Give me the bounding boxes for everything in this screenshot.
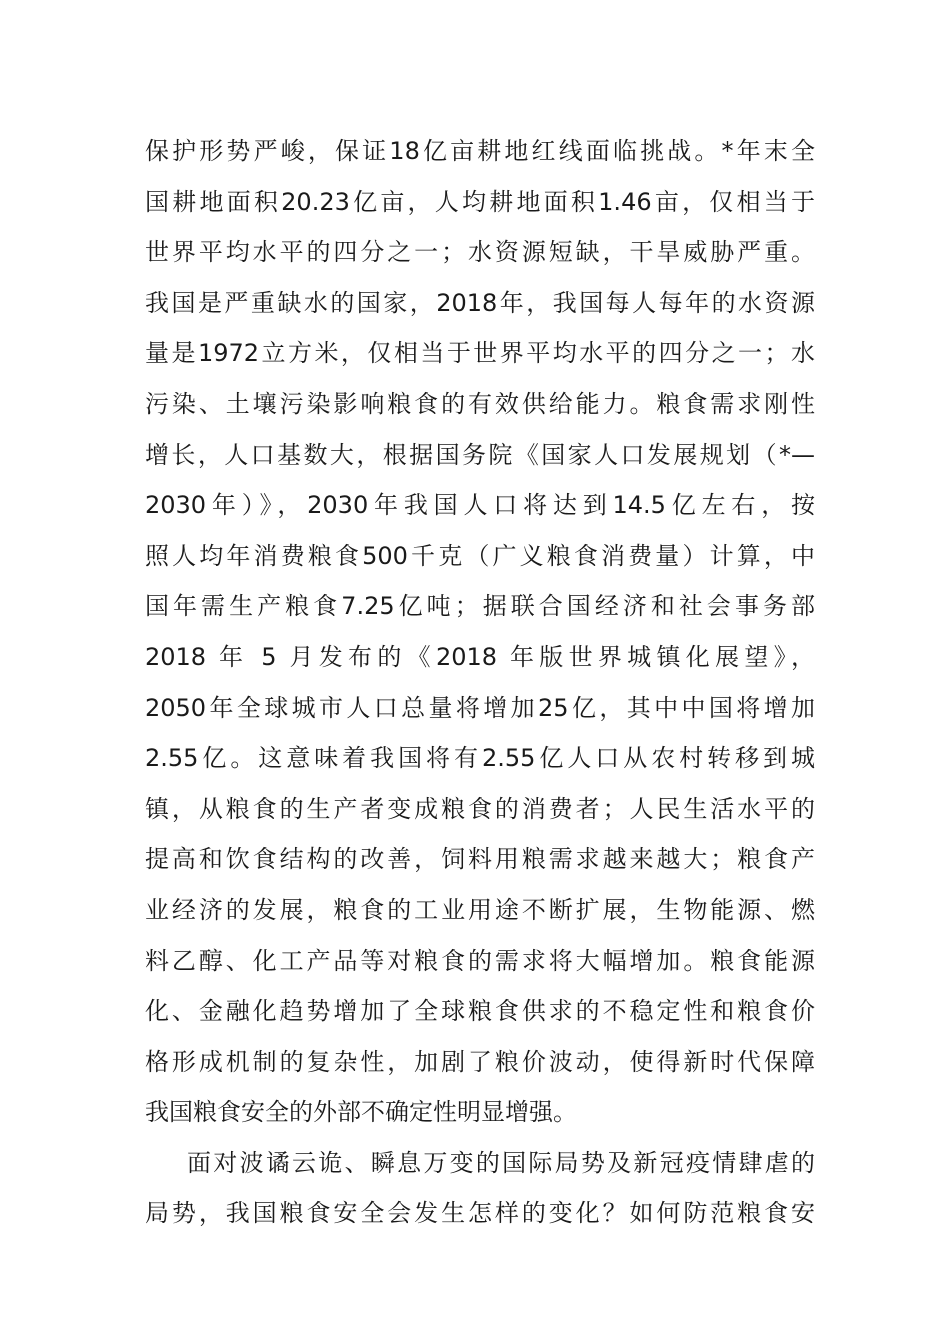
text-line: 照人均年消费粮食500千克（广义粮食消费量）计算，中 xyxy=(145,541,815,570)
text-line: 我国是严重缺水的国家，2018年，我国每人每年的水资源 xyxy=(145,288,815,317)
text-line: 提高和饮食结构的改善，饲料用粮需求越来越大；粮食产 xyxy=(145,845,815,874)
body-text xyxy=(145,126,815,1239)
text-line: 格形成机制的复杂性，加剧了粮价波动，使得新时代保障 xyxy=(145,1047,815,1076)
paragraph-start-line: 面对波谲云诡、瞬息万变的国际局势及新冠疫情肆虐的 xyxy=(187,1148,815,1177)
text-line: 2050年全球城市人口总量将增加25亿，其中中国将增加 xyxy=(145,693,815,722)
text-line: 量是1972立方米，仅相当于世界平均水平的四分之一；水 xyxy=(145,339,815,368)
text-line: 料乙醇、化工产品等对粮食的需求将大幅增加。粮食能源 xyxy=(145,946,815,975)
text-line: 保护形势严峻，保证18亿亩耕地红线面临挑战。*年末全 xyxy=(145,137,815,165)
text-line: 国耕地面积20.23亿亩，人均耕地面积1.46亩，仅相当于 xyxy=(145,187,815,216)
text-line: 2018 年 5 月发布的《2018 年版世界城镇化展望》， xyxy=(145,642,815,671)
text-line: 世界平均水平的四分之一；水资源短缺，干旱威胁严重。 xyxy=(145,238,815,267)
text-line: 镇，从粮食的生产者变成粮食的消费者；人民生活水平的 xyxy=(145,794,815,823)
paragraph-end-line: 我国粮食安全的外部不确定性明显增强。 xyxy=(145,1098,577,1127)
text-line: 化、金融化趋势增加了全球粮食供求的不稳定性和粮食价 xyxy=(145,997,815,1026)
text-line: 2.55亿。这意味着我国将有2.55亿人口从农村转移到城 xyxy=(145,744,815,773)
text-line: 业经济的发展，粮食的工业用途不断扩展，生物能源、燃 xyxy=(145,895,815,924)
text-line: 2030年）》，2030年我国人口将达到14.5亿左右，按 xyxy=(145,491,815,520)
text-line: 国年需生产粮食7.25亿吨；据联合国经济和社会事务部 xyxy=(145,592,815,621)
text-line: 增长，人口基数大，根据国务院《国家人口发展规划（*— xyxy=(145,440,815,469)
text-line: 局势，我国粮食安全会发生怎样的变化？如何防范粮食安 xyxy=(145,1199,815,1228)
text-line: 污染、土壤污染影响粮食的有效供给能力。粮食需求刚性 xyxy=(145,389,815,418)
